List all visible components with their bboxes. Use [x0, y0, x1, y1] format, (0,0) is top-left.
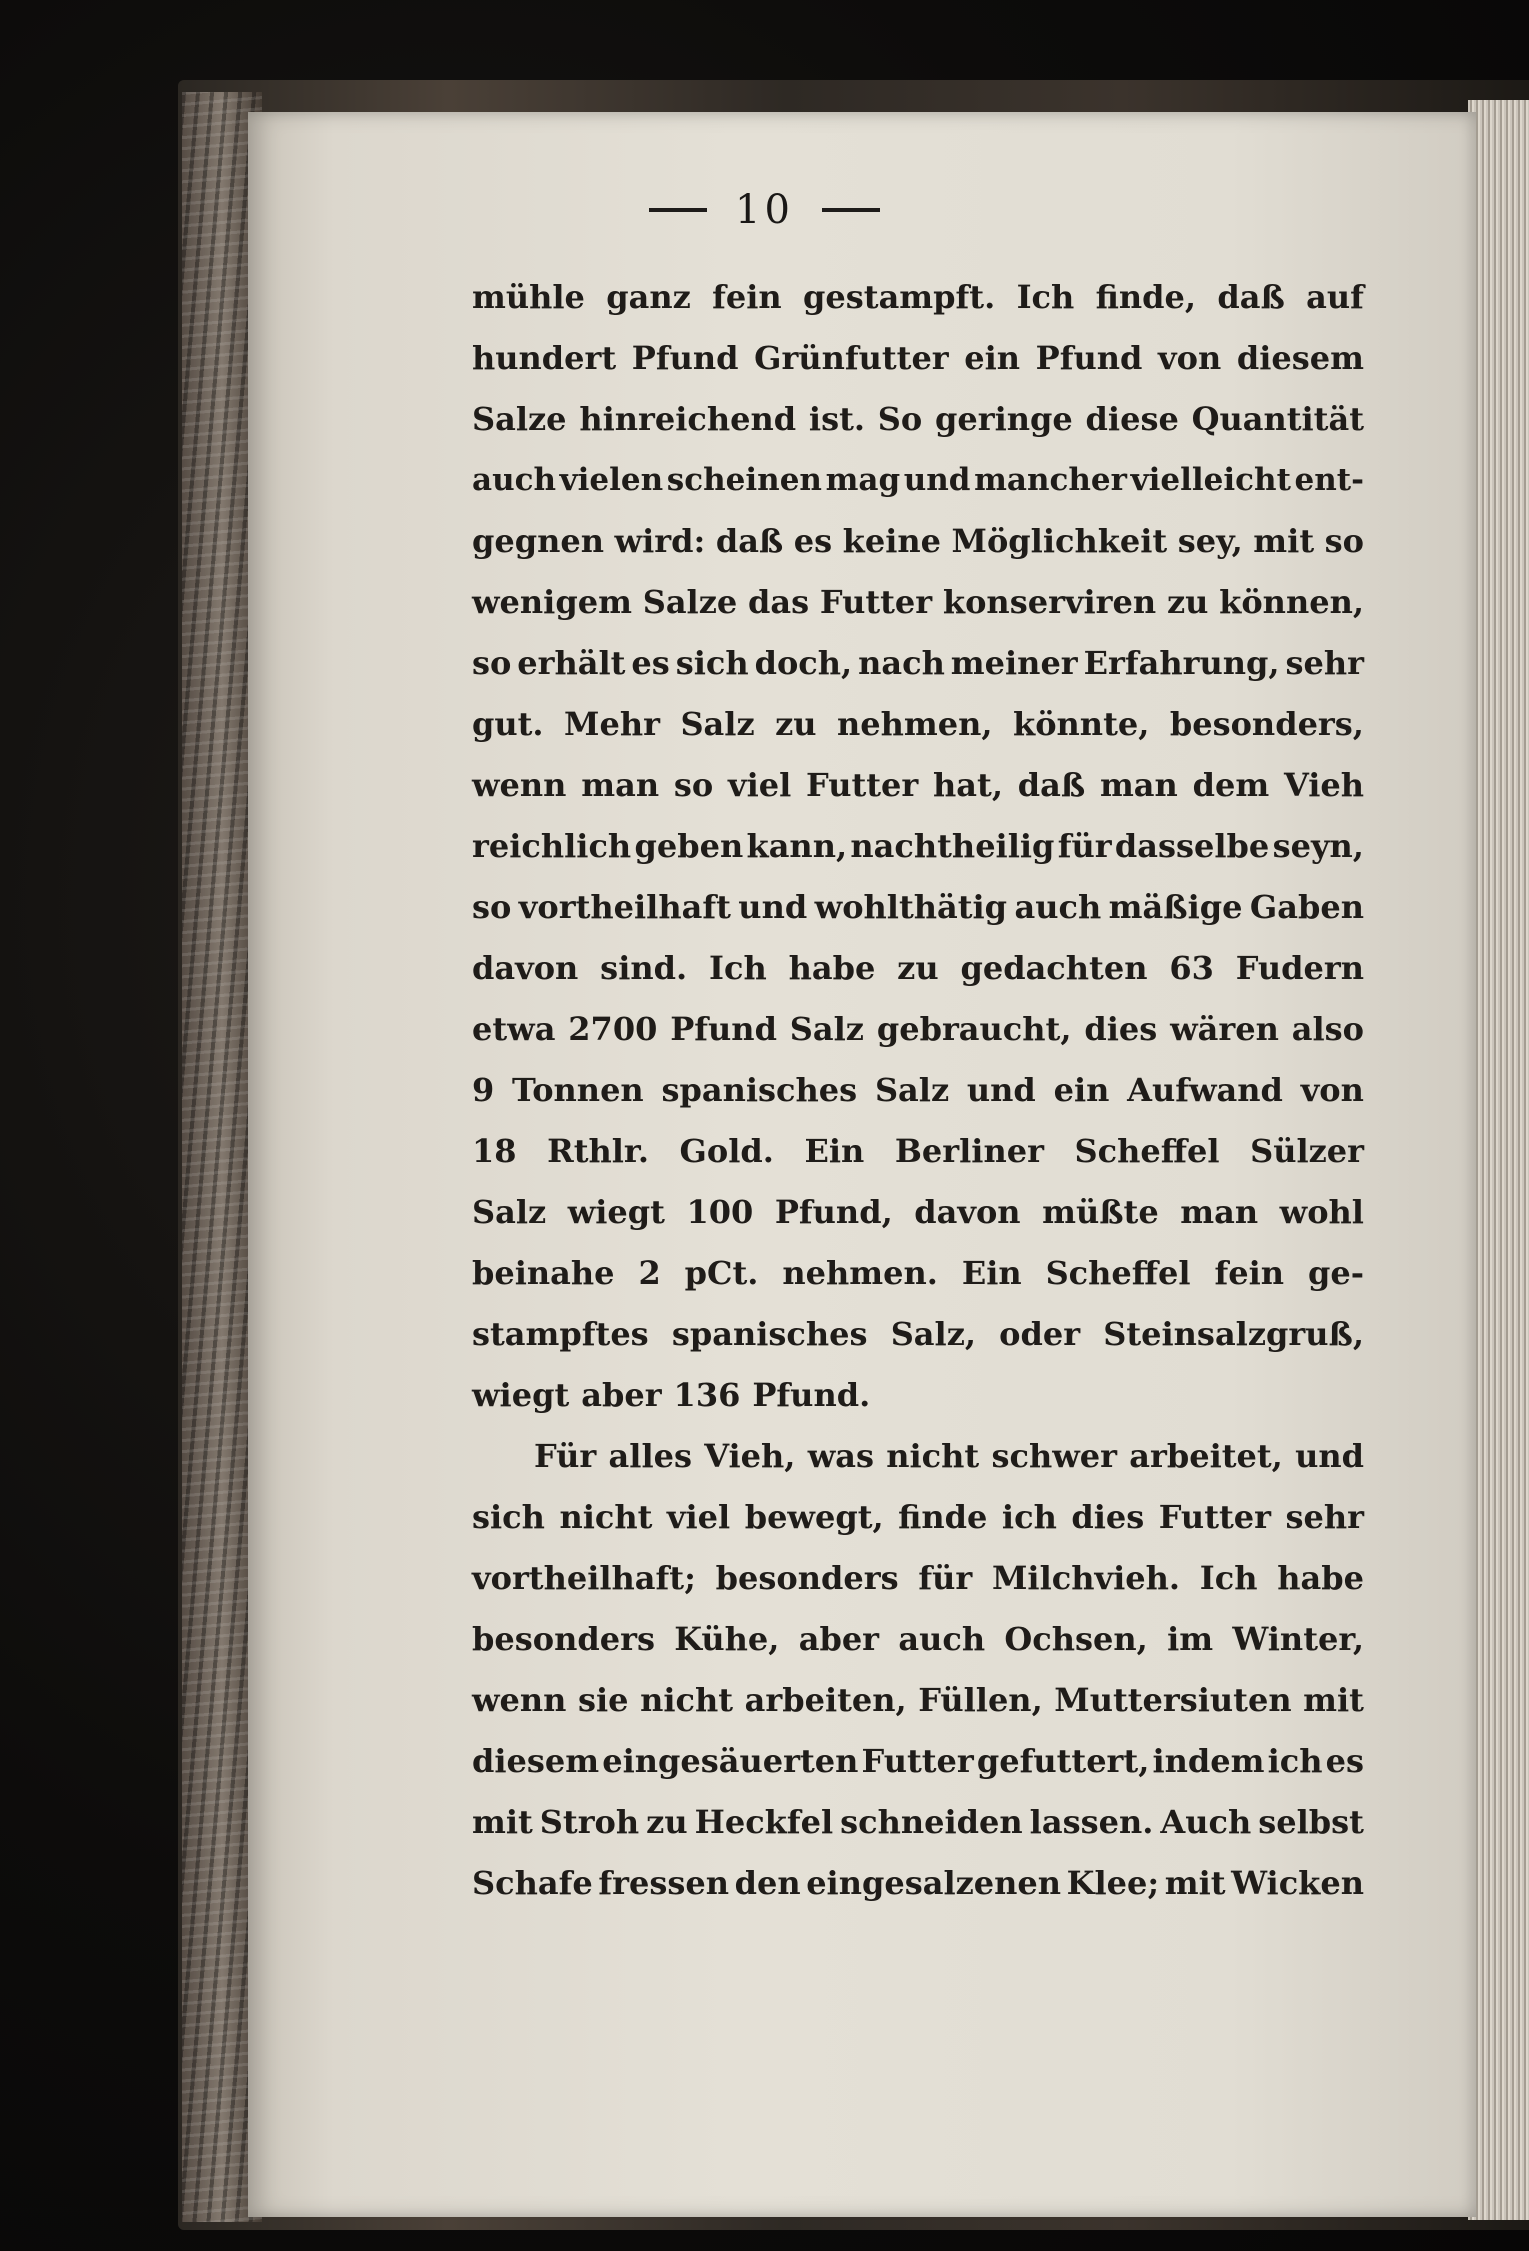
word: Wicken — [1231, 1864, 1364, 1902]
word: dies — [1071, 1498, 1145, 1536]
word: wenn — [472, 766, 567, 804]
text-line — [472, 1426, 1364, 1487]
word: kann, — [746, 827, 848, 865]
word: Gaben — [1249, 888, 1364, 926]
word: besonders, — [1169, 705, 1364, 743]
word: ich — [1001, 1498, 1057, 1536]
word: könnte, — [1013, 705, 1150, 743]
text-line — [472, 1670, 1364, 1731]
word: konserviren — [942, 583, 1157, 621]
word: mit — [472, 1803, 533, 1841]
word: Winter, — [1232, 1620, 1364, 1658]
word: 2 — [638, 1254, 661, 1292]
word: es — [1325, 1742, 1364, 1780]
word: vortheilhaft — [518, 888, 731, 926]
word: nicht — [559, 1498, 653, 1536]
word: Futter — [819, 583, 933, 621]
text-line — [472, 1365, 1364, 1426]
word: Salze — [472, 400, 567, 438]
word: wären — [1170, 1010, 1279, 1048]
word: was — [807, 1437, 874, 1475]
page-edges — [1468, 100, 1529, 2220]
word: Salze — [642, 583, 738, 621]
word: 100 — [686, 1193, 754, 1231]
word: Füllen, — [918, 1681, 1043, 1719]
word: mag — [825, 462, 901, 498]
header-dash-left — [649, 208, 707, 212]
word: habe — [788, 949, 876, 987]
word: diesem — [1236, 339, 1364, 377]
word: beinahe — [472, 1254, 615, 1292]
word: Ich — [1016, 278, 1075, 316]
page-number: 10 — [735, 187, 794, 233]
word: so — [673, 766, 714, 804]
text-line — [472, 1792, 1364, 1853]
word: 63 — [1169, 949, 1214, 987]
word: erhält — [517, 644, 626, 682]
word: Scheffel — [1045, 1254, 1191, 1292]
word: Grünfutter — [754, 339, 949, 377]
word: ich — [1267, 1742, 1323, 1780]
word: diese — [1085, 400, 1179, 438]
word: seyn, — [1272, 827, 1364, 865]
text-line — [472, 999, 1364, 1060]
word: gedachten — [960, 949, 1148, 987]
text-line — [472, 694, 1364, 755]
word: Ochsen, — [1004, 1620, 1148, 1658]
word: gefuttert, — [976, 1742, 1150, 1780]
text-line — [472, 389, 1364, 450]
text-line — [472, 1487, 1364, 1548]
word: Stroh — [539, 1803, 640, 1841]
word: Gold. — [679, 1132, 774, 1170]
word: sehr — [1285, 644, 1364, 682]
word: Steinsalzgruß, — [1103, 1315, 1364, 1353]
word: 136 — [673, 1376, 741, 1414]
word: Erfahrung, — [1083, 644, 1280, 682]
word: Salz — [789, 1010, 864, 1048]
word: wohl — [1279, 1193, 1364, 1231]
text-line — [472, 511, 1364, 572]
word: man — [1099, 766, 1178, 804]
word: und — [966, 1071, 1036, 1109]
text-line — [472, 877, 1364, 938]
word: finde, — [1095, 278, 1197, 316]
page-header — [0, 187, 1529, 233]
word: Ein — [961, 1254, 1022, 1292]
word: nicht — [640, 1681, 734, 1719]
word: habe — [1277, 1559, 1364, 1597]
word: für — [918, 1559, 973, 1597]
word: Heckfel — [694, 1803, 834, 1841]
word: gegnen — [472, 522, 604, 560]
word: und — [903, 462, 971, 498]
word: Pfund. — [752, 1376, 871, 1414]
word: Vieh, — [704, 1437, 796, 1475]
word: sey, — [1177, 522, 1243, 560]
word: arbeitet, — [1129, 1437, 1283, 1475]
word: Futter — [861, 1742, 974, 1780]
word: mühle — [472, 278, 585, 316]
word: gebraucht, — [876, 1010, 1072, 1048]
word: finde — [898, 1498, 988, 1536]
word: Scheffel — [1074, 1132, 1220, 1170]
word: eingesäuerten — [602, 1742, 859, 1780]
word: Pfund, — [774, 1193, 893, 1231]
word: pCt. — [684, 1254, 759, 1292]
word: Sülzer — [1250, 1132, 1364, 1170]
word: mit — [1253, 522, 1315, 560]
text-line — [472, 1731, 1364, 1792]
word: besonders — [715, 1559, 899, 1597]
word: Klee; — [1066, 1864, 1160, 1902]
word: Schafe — [472, 1864, 593, 1902]
word: man — [1180, 1193, 1259, 1231]
word: geringe — [935, 400, 1073, 438]
word: im — [1167, 1620, 1214, 1658]
text-line — [472, 1548, 1364, 1609]
word: auch — [1014, 888, 1102, 926]
word: schwer — [991, 1437, 1117, 1475]
word: geben — [634, 827, 744, 865]
word: können, — [1219, 583, 1364, 621]
word: daß — [1217, 278, 1285, 316]
word: doch, — [754, 644, 853, 682]
word: schneiden — [840, 1803, 1023, 1841]
word: wiegt — [472, 1376, 570, 1414]
text-line — [472, 267, 1364, 328]
text-line — [472, 1853, 1364, 1914]
word: so — [472, 888, 512, 926]
word: alles — [608, 1437, 692, 1475]
word: wird: — [614, 522, 706, 560]
word: es — [631, 644, 670, 682]
text-line — [472, 1609, 1364, 1670]
word: mit — [1164, 1864, 1226, 1902]
word: 2700 — [568, 1010, 658, 1048]
word: hundert — [472, 339, 617, 377]
word: und — [738, 888, 808, 926]
word: wenigem — [472, 583, 632, 621]
word: Aufwand — [1127, 1071, 1283, 1109]
word: Tonnen — [512, 1071, 644, 1109]
word: viel — [666, 1498, 731, 1536]
word: Möglichkeit — [951, 522, 1168, 560]
word: Salz — [472, 1193, 547, 1231]
word: Mehr — [564, 705, 660, 743]
word: ganz — [606, 278, 691, 316]
word: spanisches — [661, 1071, 858, 1109]
text-line — [472, 633, 1364, 694]
word: gestampft. — [803, 278, 996, 316]
word: gut. — [472, 705, 544, 743]
word: spanisches — [671, 1315, 868, 1353]
word: man — [581, 766, 660, 804]
word: nach — [858, 644, 945, 682]
word: fein — [1214, 1254, 1285, 1292]
word: oder — [999, 1315, 1081, 1353]
word: daß — [715, 522, 784, 560]
word: mit — [1303, 1681, 1364, 1719]
word: Berliner — [894, 1132, 1044, 1170]
word: Ein — [804, 1132, 865, 1170]
word: vielleicht — [1130, 462, 1291, 498]
word: eingesalzenen — [806, 1864, 1062, 1902]
word: so — [1324, 522, 1364, 560]
word: ein — [1053, 1071, 1110, 1109]
word: daß — [1017, 766, 1086, 804]
text-line — [472, 572, 1364, 633]
word: zu — [1166, 583, 1209, 621]
word: es — [793, 522, 833, 560]
word: viel — [728, 766, 792, 804]
word: bewegt, — [744, 1498, 884, 1536]
word: Rthlr. — [547, 1132, 649, 1170]
body-text — [472, 267, 1364, 1914]
word: etwa — [472, 1010, 556, 1048]
word: Für — [534, 1437, 597, 1475]
word: zu — [646, 1803, 688, 1841]
word: fein — [712, 278, 782, 316]
word: reichlich — [472, 827, 632, 865]
word: Futter — [806, 766, 919, 804]
word: dies — [1084, 1010, 1158, 1048]
word: mancher — [974, 462, 1127, 498]
word: hinreichend — [579, 400, 797, 438]
word: von — [1158, 339, 1222, 377]
word: Pfund — [1035, 339, 1143, 377]
word: mäßige — [1108, 888, 1243, 926]
word: vortheilhaft; — [472, 1559, 696, 1597]
word: dem — [1192, 766, 1270, 804]
word: So — [877, 400, 923, 438]
word: Auch — [1160, 1803, 1252, 1841]
word: Pfund — [670, 1010, 777, 1048]
word: ein — [964, 339, 1021, 377]
text-line — [472, 450, 1364, 511]
word: davon — [914, 1193, 1021, 1231]
word: so — [472, 644, 512, 682]
text-line — [472, 1243, 1364, 1304]
word: von — [1300, 1071, 1364, 1109]
word: Futter — [1158, 1498, 1271, 1536]
word: ent- — [1294, 462, 1364, 498]
text-line — [472, 938, 1364, 999]
text-line — [472, 1182, 1364, 1243]
word: lassen. — [1029, 1803, 1154, 1841]
word: ist. — [808, 400, 865, 438]
word: indem — [1152, 1742, 1265, 1780]
header-dash-right — [822, 208, 880, 212]
word: also — [1291, 1010, 1364, 1048]
text-line — [472, 1060, 1364, 1121]
word: davon — [472, 949, 579, 987]
word: Pfund — [631, 339, 739, 377]
word: für — [1057, 827, 1112, 865]
word: Vieh — [1283, 766, 1364, 804]
word: sind. — [600, 949, 688, 987]
text-line — [472, 328, 1364, 389]
word: diesem — [472, 1742, 600, 1780]
word: arbeiten, — [744, 1681, 907, 1719]
word: stampftes — [472, 1315, 649, 1353]
word: fressen — [598, 1864, 729, 1902]
word: hat, — [933, 766, 1003, 804]
word: das — [748, 583, 810, 621]
word: wohlthätig — [814, 888, 1008, 926]
word: ge- — [1307, 1254, 1364, 1292]
word: Fudern — [1235, 949, 1364, 987]
word: zu — [897, 949, 939, 987]
word: zu — [775, 705, 817, 743]
word: nicht — [886, 1437, 980, 1475]
word: nehmen. — [782, 1254, 938, 1292]
text-line — [472, 755, 1364, 816]
word: Kühe, — [674, 1620, 780, 1658]
text-line — [472, 1304, 1364, 1365]
word: müßte — [1042, 1193, 1159, 1231]
word: meiner — [950, 644, 1078, 682]
word: auf — [1306, 278, 1364, 316]
word: den — [734, 1864, 801, 1902]
word: Milchvieh. — [991, 1559, 1180, 1597]
word: sich — [472, 1498, 545, 1536]
word: auch — [898, 1620, 986, 1658]
word: aber — [798, 1620, 880, 1658]
word: scheinen — [666, 462, 822, 498]
word: sehr — [1285, 1498, 1364, 1536]
word: Salz, — [890, 1315, 976, 1353]
word: Salz — [680, 705, 755, 743]
word: sich — [675, 644, 749, 682]
word: und — [1295, 1437, 1364, 1475]
word: 9 — [472, 1071, 495, 1109]
word: wiegt — [567, 1193, 665, 1231]
word: Ich — [708, 949, 767, 987]
word: wenn — [472, 1681, 567, 1719]
word: besonders — [472, 1620, 655, 1658]
word: Ich — [1199, 1559, 1258, 1597]
word: vielen — [559, 462, 664, 498]
word: aber — [581, 1376, 662, 1414]
word: Salz — [874, 1071, 950, 1109]
word: nehmen, — [837, 705, 993, 743]
word: auch — [472, 462, 557, 498]
word: 18 — [472, 1132, 517, 1170]
word: Quantität — [1191, 400, 1364, 438]
word: sie — [578, 1681, 629, 1719]
word: keine — [842, 522, 941, 560]
word: nachtheilig — [850, 827, 1055, 865]
word: dasselbe — [1114, 827, 1270, 865]
text-line — [472, 1121, 1364, 1182]
word: Muttersiuten — [1054, 1681, 1292, 1719]
text-line — [472, 816, 1364, 877]
word: selbst — [1258, 1803, 1364, 1841]
